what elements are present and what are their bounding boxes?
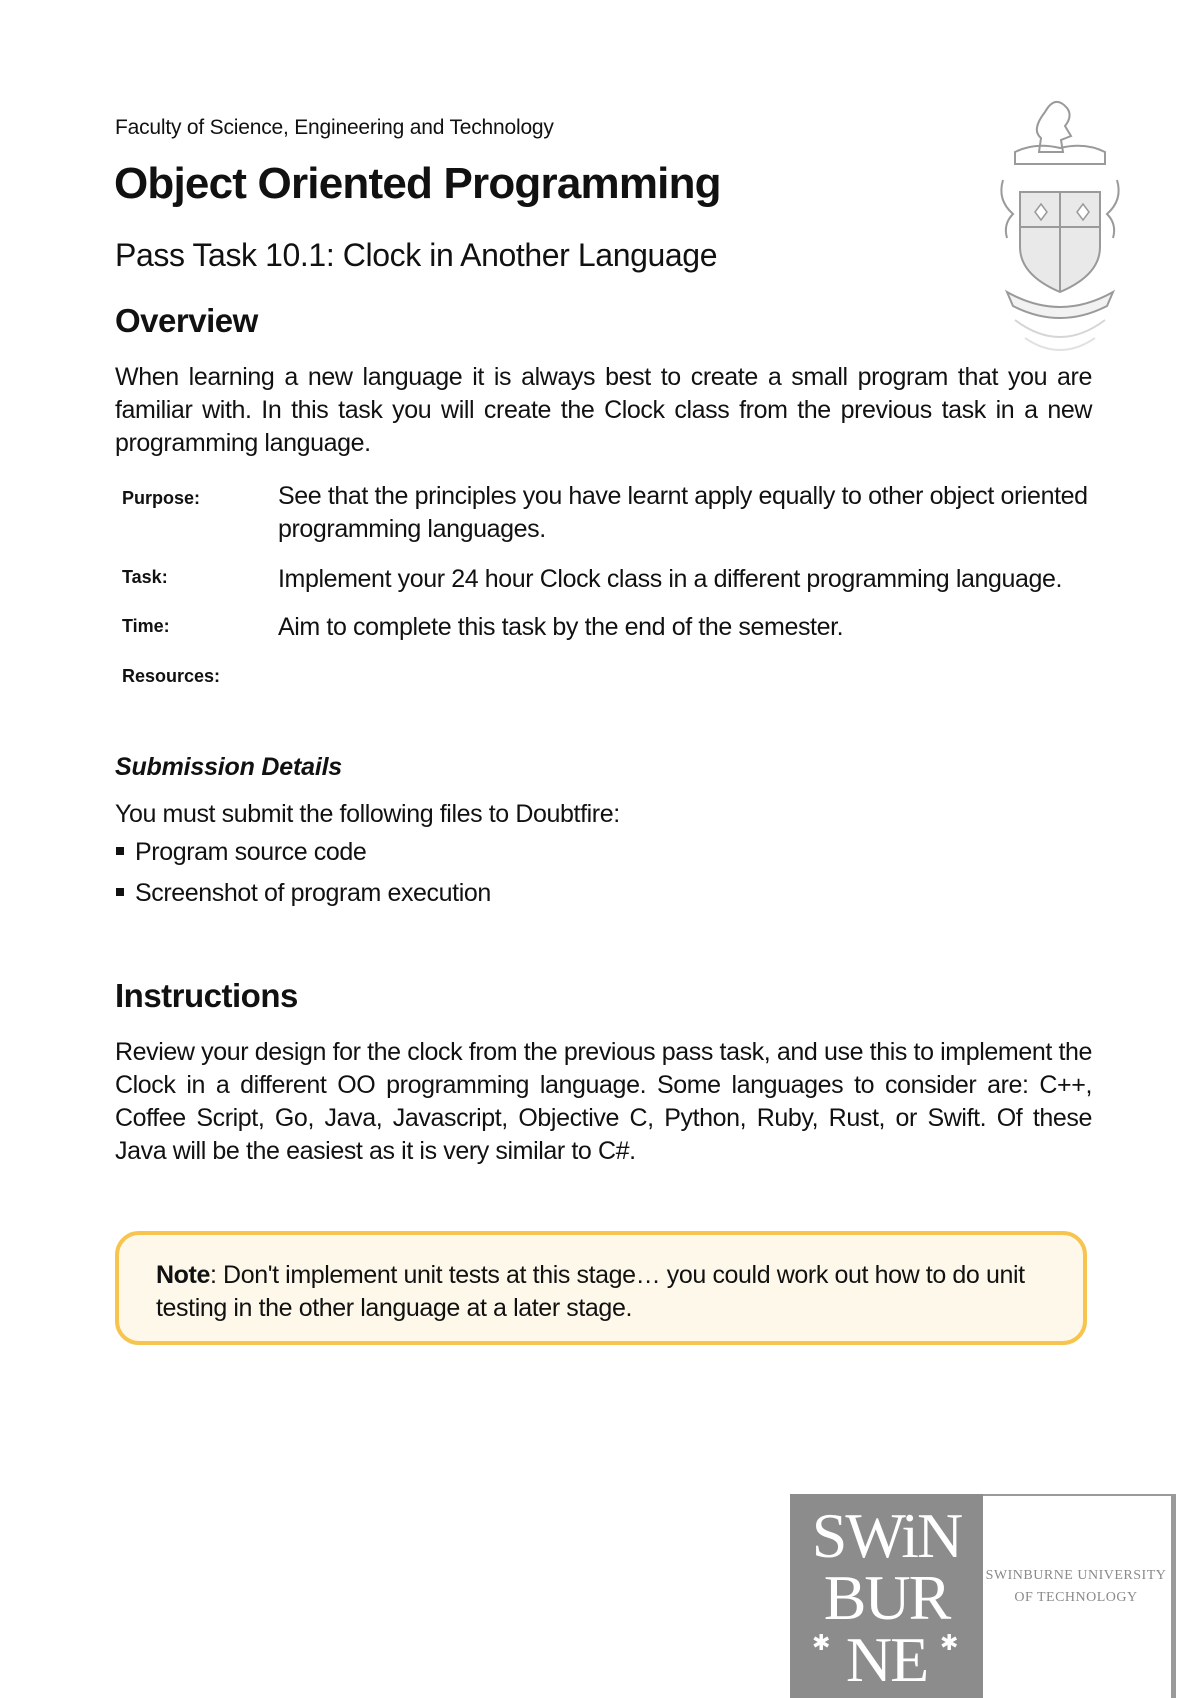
- purpose-value: See that the principles you have learnt apply equally to other object oriented programming languages.: [278, 482, 1088, 543]
- submission-intro: You must submit the following files to Doubtfire:: [115, 800, 620, 828]
- bullet-square-icon: [116, 847, 124, 855]
- logo-caption-line-2: OF TECHNOLOGY: [1014, 1590, 1138, 1605]
- faculty-name: Faculty of Science, Engineering and Technology: [115, 116, 554, 139]
- note-text-block: [156, 1259, 1056, 1325]
- university-crest-icon: [985, 92, 1135, 362]
- overview-heading: Overview: [115, 302, 258, 339]
- instructions-heading: Instructions: [115, 977, 298, 1014]
- instructions-text: Review your design for the clock from the previous pass task, and use this to implement the Clock in a different OO programming language. Some languages to consider are: C++, Coffee Script, Go, Java, Javascript, Objective C, Python, Ruby, Rust, or Swift. Of these Java will be the easiest as it is very similar to C#.: [115, 1038, 1092, 1165]
- logo-caption-panel: [983, 1494, 1176, 1698]
- task-title: Pass Task 10.1: Clock in Another Language: [115, 237, 718, 273]
- logo-caption: [983, 1565, 1169, 1609]
- swinburne-logo: [790, 1494, 983, 1698]
- resources-label: Resources:: [122, 666, 221, 686]
- unit-title: Object Oriented Programming: [114, 159, 721, 208]
- note-callout: [115, 1231, 1087, 1345]
- overview-text: When learning a new language it is always best to create a small program that you are familiar with. In this task you will create the Clock class from the previous task in a new programming language.: [115, 363, 1092, 457]
- list-item: [115, 879, 491, 920]
- task-label: Task:: [122, 567, 168, 587]
- star-icon: ✱: [812, 1630, 831, 1655]
- submission-list: [115, 838, 491, 920]
- list-item-text: Screenshot of program execution: [135, 879, 491, 907]
- task-value: Implement your 24 hour Clock class in a different programming language.: [278, 565, 1063, 593]
- star-icon: ✱: [940, 1630, 959, 1655]
- submission-heading: Submission Details: [115, 753, 343, 781]
- time-value: Aim to complete this task by the end of the semester.: [278, 613, 844, 641]
- list-item-text: Program source code: [135, 838, 367, 866]
- logo-word-line-2: BUR: [823, 1562, 950, 1633]
- bullet-square-icon: [116, 888, 124, 896]
- note-text: : Don't implement unit tests at this stage… you could work out how to do unit testing in the other language at a later stage.: [156, 1261, 1025, 1322]
- note-label: Note: [156, 1261, 210, 1289]
- list-item: [115, 838, 491, 879]
- logo-word-line-1: SWiN: [811, 1500, 962, 1571]
- time-label: Time:: [122, 616, 170, 636]
- purpose-label: Purpose:: [122, 488, 201, 508]
- logo-word-line-3: NE: [845, 1624, 928, 1695]
- logo-caption-line-1: SWINBURNE UNIVERSITY: [985, 1568, 1167, 1583]
